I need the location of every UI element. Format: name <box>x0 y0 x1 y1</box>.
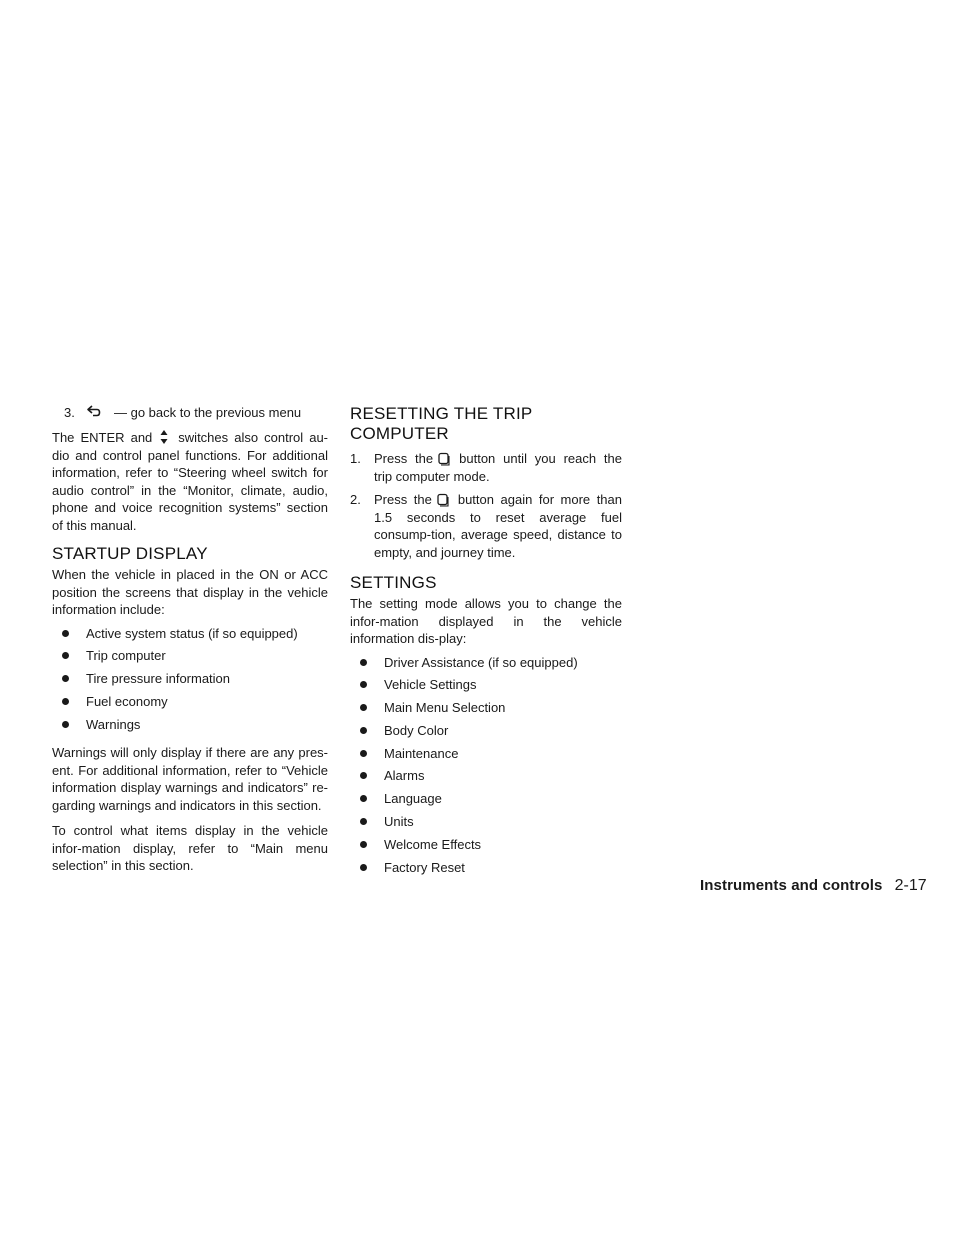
startup-heading: STARTUP DISPLAY <box>52 544 208 563</box>
step-number: 2. <box>350 492 361 507</box>
startup-list <box>52 625 328 739</box>
list-item <box>62 625 328 648</box>
list-item-label: Tire pressure information <box>86 671 231 687</box>
bullet-icon <box>360 750 367 757</box>
up-down-arrows-icon <box>156 429 172 443</box>
list-item-label: Maintenance <box>384 745 459 761</box>
step-item <box>350 450 622 485</box>
warnings-paragraph: Warnings will only display if there are any pres-ent. For additional information, refer to “Vehicle information display warnings and indicators” re-garding warnings and indicators in this section. <box>52 745 328 813</box>
list-item-label: Warnings <box>86 716 141 732</box>
page-footer <box>700 877 927 895</box>
list-item <box>360 722 622 745</box>
control-paragraph: To control what items display in the vehicle infor-mation display, refer to “Main menu selection” in this section. <box>52 823 328 874</box>
list-item-label: Vehicle Settings <box>384 677 477 693</box>
step-number: 1. <box>350 451 361 466</box>
bullet-icon <box>360 704 367 711</box>
back-arrow-icon <box>86 404 102 418</box>
step-before: Press the <box>374 492 432 507</box>
list-item <box>360 745 622 768</box>
list-item-label: Alarms <box>384 768 425 784</box>
left-column <box>52 404 328 875</box>
settings-heading: SETTINGS <box>350 573 437 592</box>
enter-paragraph <box>52 429 328 534</box>
step-item <box>350 491 622 561</box>
list-item-label: Welcome Effects <box>384 836 482 852</box>
startup-intro: When the vehicle in placed in the ON or ACC position the screens that display in the vehicle information include: <box>52 567 328 617</box>
reset-heading: RESETTING THE TRIP COMPUTER <box>350 404 533 443</box>
settings-list <box>350 654 622 882</box>
list-item <box>62 647 328 670</box>
reset-steps <box>350 450 622 561</box>
step-after: button again for more than 1.5 seconds to reset average fuel consump-tion, average speed, distance to empty, and journey time. <box>374 492 622 560</box>
bullet-icon <box>360 795 367 802</box>
step-after: button until you reach the trip computer mode. <box>374 451 622 484</box>
list-item <box>62 693 328 716</box>
page-number: 2-17 <box>894 877 927 894</box>
bullet-icon <box>360 841 367 848</box>
step-text: — go back to the previous menu <box>114 405 302 420</box>
footer-section-title: Instruments and controls <box>700 877 883 894</box>
list-item <box>360 859 622 882</box>
enter-para-before: The ENTER and <box>52 430 153 445</box>
list-item-label: Driver Assistance (if so equipped) <box>384 654 578 670</box>
list-item <box>360 790 622 813</box>
list-item <box>360 654 622 677</box>
step-3 <box>52 404 328 424</box>
list-item-label: Body Color <box>384 722 449 738</box>
list-item <box>62 670 328 693</box>
list-item <box>360 676 622 699</box>
bullet-icon <box>62 652 69 659</box>
step-before: Press the <box>374 451 434 466</box>
bullet-icon <box>62 630 69 637</box>
list-item-label: Active system status (if so equipped) <box>86 625 298 641</box>
bullet-icon <box>62 721 69 728</box>
display-button-icon <box>436 493 452 507</box>
list-item <box>62 716 328 739</box>
bullet-icon <box>360 727 367 734</box>
list-item-label: Language <box>384 791 442 807</box>
right-column <box>350 404 622 887</box>
bullet-icon <box>62 698 69 705</box>
bullet-icon <box>360 681 367 688</box>
bullet-icon <box>360 659 367 666</box>
list-item-label: Fuel economy <box>86 693 168 709</box>
enter-para-after: switches also control au-dio and control panel functions. For additional information, refer to “Steering wheel switch for audio control” in the “Monitor, climate, audio, phone and voice recognition systems” section of this manual. <box>52 430 329 533</box>
step-number: 3. <box>64 405 75 420</box>
bullet-icon <box>62 675 69 682</box>
list-item-label: Factory Reset <box>384 859 465 875</box>
settings-intro: The setting mode allows you to change the infor-mation displayed in the vehicle information dis-play: <box>350 596 622 646</box>
bullet-icon <box>360 864 367 871</box>
list-item <box>360 836 622 859</box>
list-item <box>360 699 622 722</box>
list-item-label: Units <box>384 814 414 830</box>
bullet-icon <box>360 818 367 825</box>
display-button-icon <box>437 452 453 466</box>
list-item <box>360 767 622 790</box>
bullet-icon <box>360 772 367 779</box>
list-item <box>360 813 622 836</box>
list-item-label: Trip computer <box>86 648 166 664</box>
list-item-label: Main Menu Selection <box>384 700 506 716</box>
